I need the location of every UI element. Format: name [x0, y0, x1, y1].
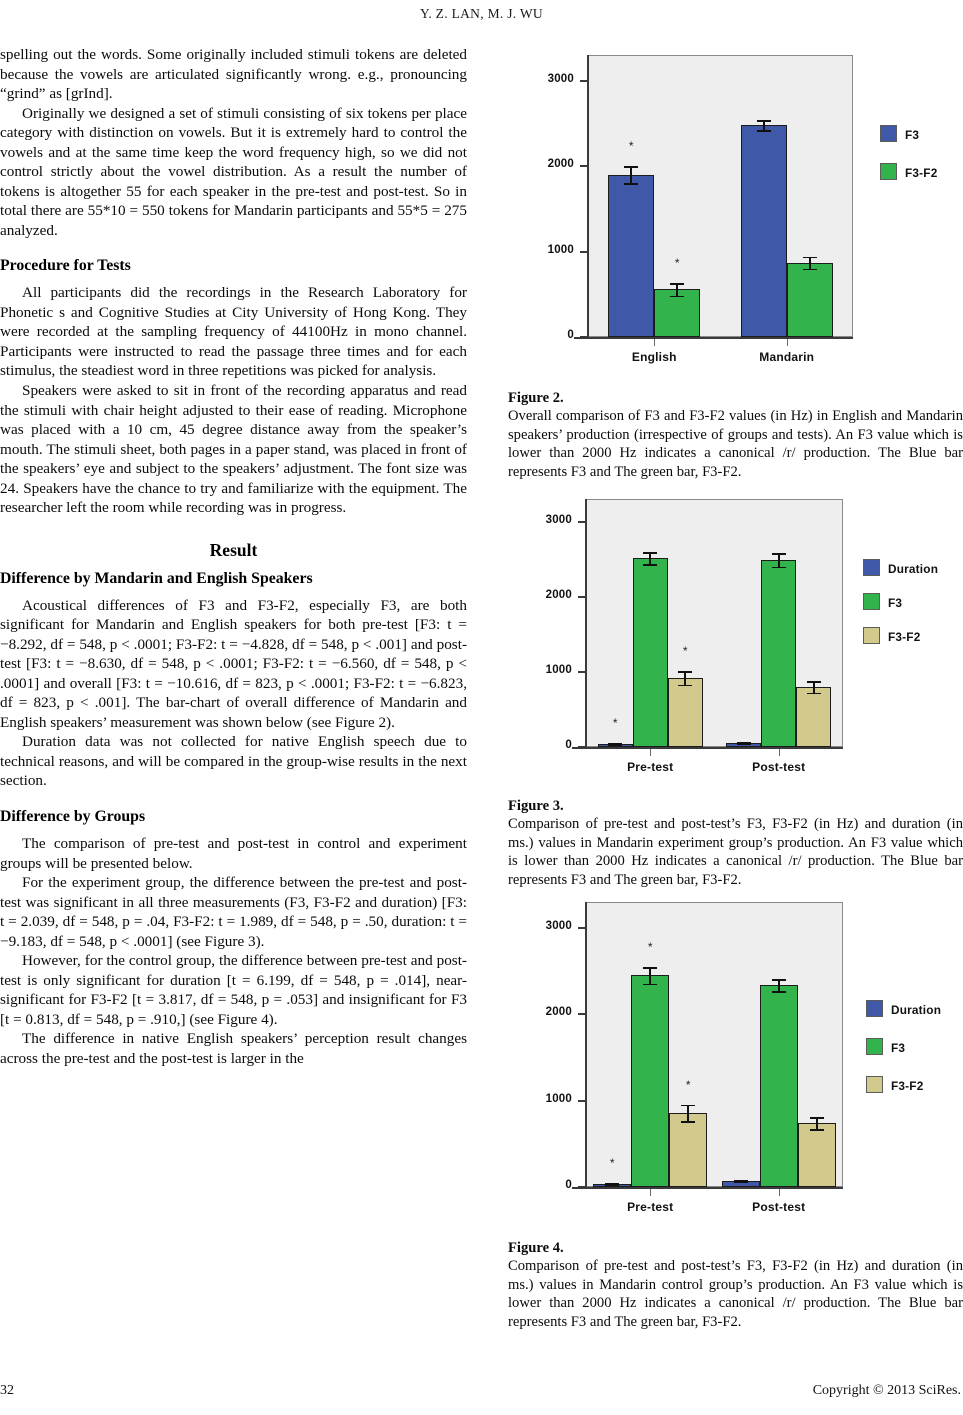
- y-tick-mark: [578, 927, 585, 929]
- paragraph: spelling out the words. Some originally included stimuli tokens are deleted because the vowels are articulated significantly wrong. e.g., pronouncing “grind” as [grInd].: [0, 46, 467, 103]
- bar: [798, 1123, 836, 1187]
- error-bar-cap: [807, 693, 821, 695]
- bar: [787, 263, 833, 337]
- figure-3: [508, 493, 963, 889]
- legend-swatch: [863, 559, 880, 576]
- figure-3-label: Figure 3.: [508, 798, 564, 814]
- figure-3-chart: [508, 493, 963, 793]
- bar: [761, 560, 796, 747]
- paragraph: Acoustical differences of F3 and F3-F2, especially F3, are both significant for Mandarin and English speakers for both pre-test [F3: t = −8.292, df = 548, p < .0001; F3-F2: t = −4.828, df = 548, p < .001] and post-test [F3: t = −8.630, df = 548, p < .0001; F3-F2: t = −6.560, df = 548, p < .0001] and overall [F3: t = −10.616, df = 823, p < .0001; F3-F2: t = −6.823, df = 823, p < .001]. The bar-chart of overall difference of Mandarin and English speakers’ measurement was shown below (see Figure 2).: [0, 596, 467, 731]
- left-text-column: [0, 45, 467, 1068]
- legend-label: F3-F2: [888, 630, 921, 644]
- y-tick-label: 0: [565, 739, 572, 751]
- significance-marker: *: [647, 940, 653, 955]
- y-tick-mark: [578, 671, 585, 673]
- x-axis: [574, 337, 853, 339]
- paragraph: All participants did the recordings in the Research Laboratory for Phonetic s and Cognitive Studies at City University of Hong Kong. They were recorded at the sampling frequency of 44100Hz in mono channel. Participants were instructed to read the passage three times and for each stimulus, the steadiest word in three repetitions was picked for analysis.: [0, 284, 467, 380]
- y-axis: [585, 902, 587, 1187]
- error-bar-stem: [649, 552, 651, 564]
- x-category-label: Pre-test: [627, 760, 674, 774]
- legend-swatch: [880, 125, 897, 142]
- figure-4-chart: [508, 890, 963, 1235]
- legend-label: F3-F2: [905, 166, 938, 180]
- x-tick-mark: [779, 1189, 780, 1196]
- x-category-label: Post-test: [752, 760, 806, 774]
- y-tick-label: 3000: [547, 72, 574, 85]
- y-tick-label: 3000: [545, 513, 572, 526]
- error-bar-cap: [807, 681, 821, 683]
- error-bar-cap: [643, 552, 657, 554]
- section-heading-difference-speakers: Difference by Mandarin and English Speakers: [0, 569, 313, 587]
- y-tick-mark: [578, 521, 585, 523]
- paragraph: For the experiment group, the difference between the pre-test and post-test was significant in all three measurements (F3, F3-F2 and duration) [F3: t = 2.039, df = 548, p = .04, F3-F2: t = 1.989, df = 548, p = .50, duration: t = −9.183, df = 548, p < .0001] (see Figure 3).: [0, 874, 467, 950]
- x-axis: [572, 1187, 843, 1189]
- figure-2-label: Figure 2.: [508, 390, 564, 406]
- y-tick-label: 1000: [545, 1092, 572, 1105]
- error-bar-cap: [681, 1105, 695, 1107]
- legend-swatch: [866, 1000, 883, 1017]
- error-bar-stem: [778, 553, 780, 567]
- page-body: [0, 45, 963, 1365]
- error-bar-cap: [757, 130, 771, 132]
- paragraph: However, for the control group, the difference between pre-test and post-test is only significant for duration [t = 6.199, df = 548, p = .014], near-significant for F3-F2 [t = 3.817, df = 548, p = .053] and insignificant for F3 [t = 0.813, df = 548, p = .910,] (see Figure 4).: [0, 952, 467, 1028]
- section-heading-difference-groups: Difference by Groups: [0, 808, 146, 825]
- error-bar-cap: [643, 564, 657, 566]
- figure-4: [508, 890, 963, 1331]
- significance-marker: *: [674, 255, 680, 270]
- x-tick-mark: [654, 339, 655, 346]
- x-tick-mark: [787, 339, 788, 346]
- significance-marker: *: [628, 139, 634, 154]
- y-tick-label: 2000: [545, 588, 572, 601]
- figure-4-caption: [508, 1239, 963, 1331]
- significance-marker: *: [612, 716, 618, 731]
- figure-2: [508, 45, 963, 481]
- y-tick-label: 1000: [545, 663, 572, 676]
- legend-label: F3: [891, 1041, 906, 1055]
- x-tick-mark: [779, 749, 780, 756]
- y-tick-label: 2000: [545, 1006, 572, 1019]
- error-bar-cap: [810, 1129, 824, 1131]
- error-bar-cap: [772, 991, 786, 993]
- figure-4-caption-text: Comparison of pre-test and post-test’s F3, F3-F2 (in Hz) and duration (in ms.) values in Mandarin control group’s production. An F3 value which is lower than 2000 Hz indicates a canonical /r/ production. The Blue bar represents F3 and The green bar, F3-F2.: [508, 1258, 963, 1330]
- legend-swatch: [863, 627, 880, 644]
- bar: [796, 687, 831, 747]
- y-tick-mark: [580, 251, 587, 253]
- legend-label: F3: [905, 128, 920, 142]
- x-category-label: Mandarin: [759, 350, 815, 364]
- error-bar-stem: [778, 979, 780, 991]
- running-head: Y. Z. LAN, M. J. WU: [420, 6, 543, 21]
- error-bar-stem: [676, 283, 678, 296]
- error-bar-cap: [678, 685, 692, 687]
- error-bar-cap: [734, 1182, 748, 1184]
- x-axis: [572, 747, 843, 749]
- error-bar-cap: [608, 745, 622, 747]
- bar: [608, 175, 654, 337]
- error-bar-cap: [772, 553, 786, 555]
- legend-label: F3: [888, 596, 903, 610]
- figure-4-label: Figure 4.: [508, 1240, 564, 1256]
- x-tick-mark: [650, 1189, 651, 1196]
- error-bar-stem: [687, 1105, 689, 1121]
- x-category-label: Pre-test: [627, 1200, 674, 1214]
- y-tick-mark: [578, 596, 585, 598]
- legend-swatch: [863, 593, 880, 610]
- y-tick-label: 3000: [545, 919, 572, 932]
- error-bar-cap: [737, 743, 751, 745]
- y-tick-mark: [580, 336, 587, 338]
- paragraph: The difference in native English speakers’ perception result changes across the pre-test and the post-test is larger in the: [0, 1030, 467, 1067]
- bar: [631, 975, 669, 1187]
- y-tick-mark: [578, 1186, 585, 1188]
- error-bar-cap: [643, 967, 657, 969]
- error-bar-stem: [816, 1117, 818, 1129]
- error-bar-cap: [681, 1121, 695, 1123]
- error-bar-cap: [678, 671, 692, 673]
- error-bar-cap: [624, 166, 638, 168]
- error-bar-cap: [803, 257, 817, 259]
- y-tick-label: 2000: [547, 158, 574, 171]
- y-tick-mark: [580, 165, 587, 167]
- copyright-notice: Copyright © 2013 SciRes.: [812, 1383, 961, 1398]
- figure-2-caption: [508, 389, 963, 481]
- figure-2-chart: [508, 45, 963, 385]
- legend-label: F3-F2: [891, 1079, 924, 1093]
- legend-label: Duration: [888, 562, 939, 576]
- error-bar-cap: [670, 296, 684, 298]
- bar: [669, 1113, 707, 1187]
- legend-swatch: [866, 1076, 883, 1093]
- legend-swatch: [880, 163, 897, 180]
- section-heading-procedure: Procedure for Tests: [0, 257, 131, 275]
- bar: [741, 125, 787, 337]
- y-tick-label: 0: [567, 329, 574, 341]
- y-tick-mark: [578, 1013, 585, 1015]
- error-bar-cap: [605, 1185, 619, 1187]
- x-tick-mark: [650, 749, 651, 756]
- error-bar-stem: [649, 967, 651, 983]
- error-bar-cap: [624, 183, 638, 185]
- bar: [760, 985, 798, 1187]
- x-category-label: Post-test: [752, 1200, 806, 1214]
- figure-2-caption-text: Overall comparison of F3 and F3-F2 values (in Hz) in English and Mandarin speakers’ production (irrespective of groups and tests). An F3 value which is lower than 2000 Hz indicates a canonical /r/ production. The Blue bar represents F3 and The green bar, F3-F2.: [508, 408, 963, 480]
- legend-label: Duration: [891, 1003, 942, 1017]
- x-category-label: English: [631, 350, 677, 364]
- page-number: 32: [0, 1383, 14, 1398]
- error-bar-cap: [757, 120, 771, 122]
- y-tick-label: 0: [565, 1179, 572, 1191]
- error-bar-cap: [810, 1117, 824, 1119]
- significance-marker: *: [609, 1156, 615, 1171]
- y-tick-mark: [578, 1100, 585, 1102]
- paragraph: The comparison of pre-test and post-test in control and experiment groups will be presented below.: [0, 835, 467, 872]
- bar: [668, 678, 703, 747]
- error-bar-cap: [643, 984, 657, 986]
- error-bar-stem: [630, 166, 632, 183]
- significance-marker: *: [685, 1077, 691, 1092]
- y-tick-label: 1000: [547, 243, 574, 256]
- legend-swatch: [866, 1038, 883, 1055]
- section-heading-result: Result: [209, 539, 258, 560]
- error-bar-cap: [772, 979, 786, 981]
- y-tick-mark: [578, 746, 585, 748]
- y-tick-mark: [580, 80, 587, 82]
- error-bar-cap: [670, 283, 684, 285]
- y-axis: [587, 55, 589, 337]
- paragraph: Originally we designed a set of stimuli consisting of six tokens per place category with distinction on vowels. But it is extremely hard to control the vowels and at the same time keep the word frequency high, so we did not control strictly about the vowel distribution. As a result the number of tokens is altogether 55 for each speaker in the pre-test and post-test. So in total there are 55*10 = 550 tokens for Mandarin participants and 55*5 = 275 analyzed.: [0, 104, 467, 239]
- y-axis: [585, 499, 587, 747]
- figure-3-caption-text: Comparison of pre-test and post-test’s F3, F3-F2 (in Hz) and duration (in ms.) values in Mandarin experiment group’s production. An F3 value which is lower than 2000 Hz indicates a canonical /r/ production. The Blue bar represents F3 and The green bar, F3-F2.: [508, 816, 963, 888]
- error-bar-stem: [684, 671, 686, 685]
- paragraph: Speakers were asked to sit in front of the recording apparatus and read the stimuli with chair height adjusted to their ease of reading. Microphone was placed with a 10 cm, 45 degree distance away from the speaker’s mouth. The stimuli sheet, both pages in a paper stand, was placed in front of the speakers’ eye and subject to the speakers’ adjustment. The font size was 24. Speakers have the chance to try and familiarize with the equipment. The researcher left the room while recording was in progress.: [0, 381, 467, 517]
- error-bar-cap: [803, 269, 817, 271]
- error-bar-cap: [772, 567, 786, 569]
- paragraph: Duration data was not collected for native English speech due to technical reasons, and will be compared in the group-wise results in the next section.: [0, 733, 467, 790]
- figure-3-caption: [508, 797, 963, 889]
- significance-marker: *: [682, 644, 688, 659]
- bar: [633, 558, 668, 747]
